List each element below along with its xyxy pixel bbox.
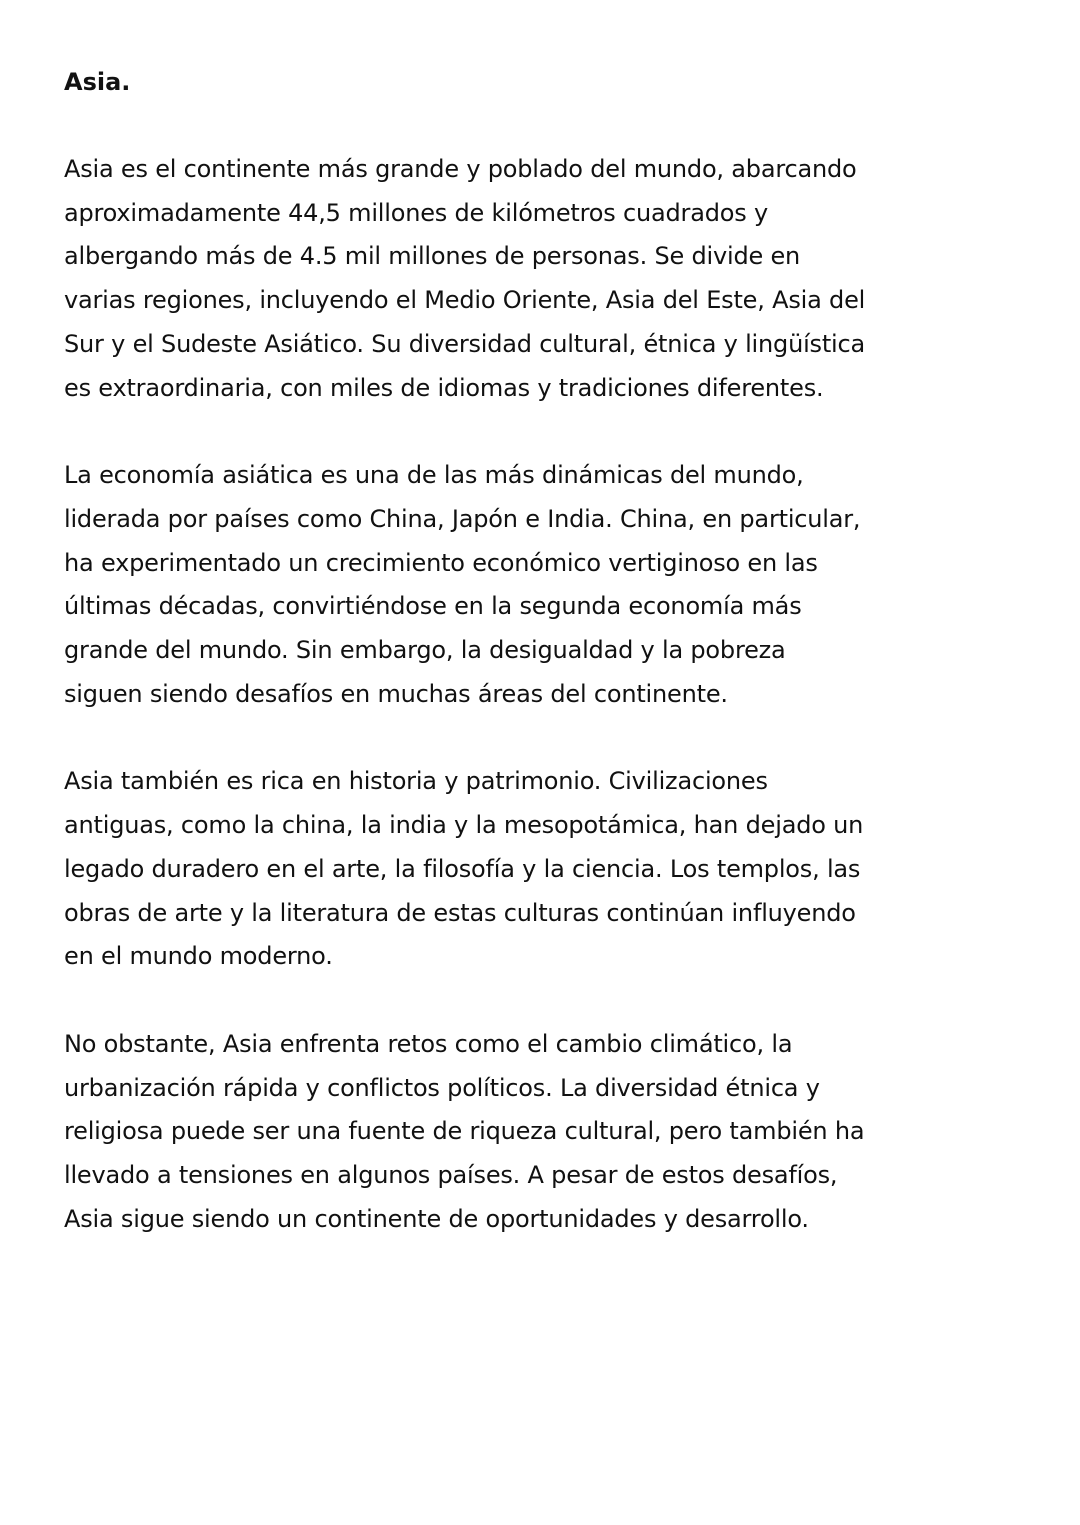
text-line: Sur y el Sudeste Asiático. Su diversidad cultural, étnica y lingüística: [64, 329, 866, 358]
text-line: Asia sigue siendo un continente de oportunidades y desarrollo.: [64, 1204, 809, 1233]
text-line: No obstante, Asia enfrenta retos como el cambio climático, la: [64, 1029, 793, 1058]
paragraph-1: [64, 148, 964, 410]
text-line: Asia también es rica en historia y patrimonio. Civilizaciones: [64, 767, 768, 796]
text-line: ha experimentado un crecimiento económico vertiginoso en las: [64, 548, 818, 577]
text-line: La economía asiática es una de las más dinámicas del mundo,: [64, 461, 804, 490]
text-line: albergando más de 4.5 mil millones de personas. Se divide en: [64, 242, 801, 271]
text-line: llevado a tensiones en algunos países. A pesar de estos desafíos,: [64, 1161, 838, 1190]
text-line: obras de arte y la literatura de estas culturas continúan influyendo: [64, 898, 856, 927]
text-line: varias regiones, incluyendo el Medio Oriente, Asia del Este, Asia del: [64, 286, 866, 315]
paragraph-2: [64, 454, 964, 716]
text-line: grande del mundo. Sin embargo, la desigualdad y la pobreza: [64, 636, 786, 665]
text-line: siguen siendo desafíos en muchas áreas del continente.: [64, 679, 728, 708]
text-line: en el mundo moderno.: [64, 942, 333, 971]
text-line: es extraordinaria, con miles de idiomas y tradiciones diferentes.: [64, 373, 824, 402]
paragraph-3: [64, 760, 964, 979]
text-line: antiguas, como la china, la india y la mesopotámica, han dejado un: [64, 811, 864, 840]
text-line: aproximadamente 44,5 millones de kilómetros cuadrados y: [64, 198, 768, 227]
text-line: religiosa puede ser una fuente de riqueza cultural, pero también ha: [64, 1117, 865, 1146]
document-title: Asia.: [64, 68, 131, 96]
document-page: [64, 60, 964, 1285]
text-line: legado duradero en el arte, la filosofía y la ciencia. Los templos, las: [64, 854, 861, 883]
text-line: Asia es el continente más grande y poblado del mundo, abarcando: [64, 155, 857, 183]
text-line: liderada por países como China, Japón e India. China, en particular,: [64, 504, 861, 533]
text-line: últimas décadas, convirtiéndose en la segunda economía más: [64, 592, 802, 621]
paragraph-4: [64, 1023, 964, 1242]
text-line: urbanización rápida y conflictos políticos. La diversidad étnica y: [64, 1073, 820, 1102]
